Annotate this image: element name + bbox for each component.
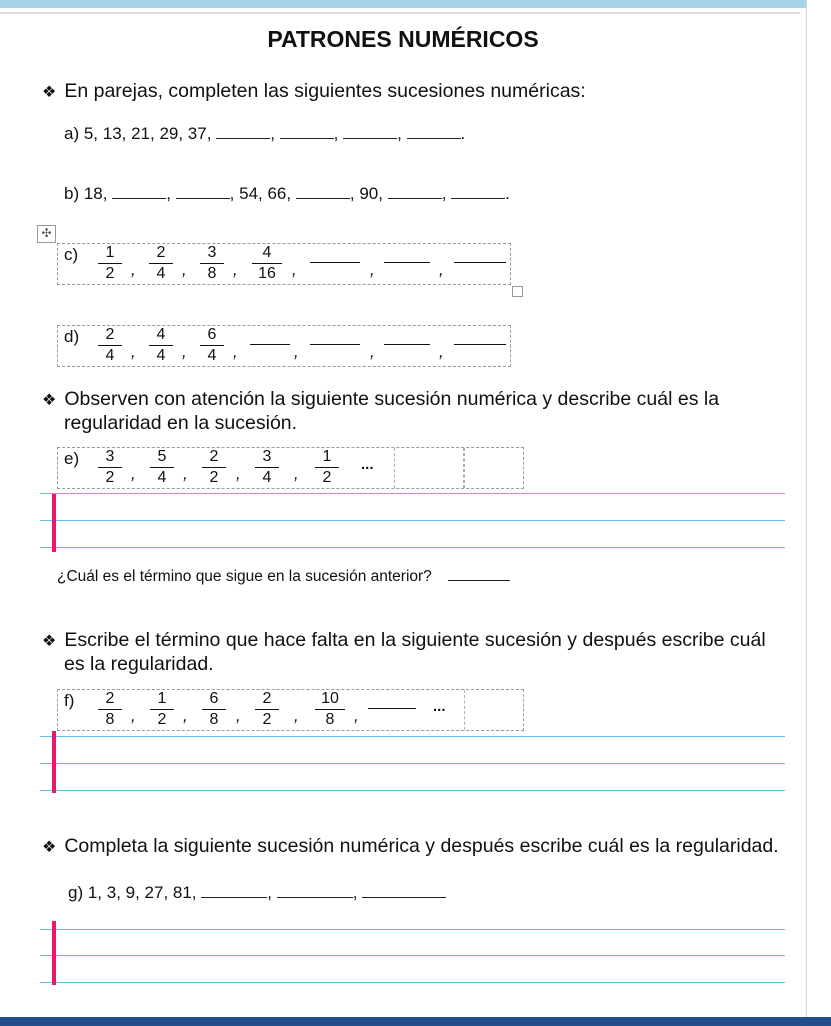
- fraction-row-d: [57, 325, 511, 367]
- answer-blank[interactable]: [280, 124, 334, 139]
- page-edge: [806, 0, 831, 1018]
- denominator: 16: [258, 265, 276, 282]
- comma: ,: [294, 342, 299, 361]
- instruction-1-text: En parejas, completen las siguientes sucesiones numéricas:: [64, 80, 586, 102]
- fraction: [198, 690, 230, 729]
- answer-blank[interactable]: [216, 124, 270, 139]
- numerator: 2: [262, 690, 272, 707]
- answer-blank[interactable]: [384, 262, 430, 263]
- numerator: 3: [105, 448, 115, 465]
- fraction-row-e: [57, 447, 524, 489]
- comma: ,: [182, 342, 187, 361]
- bullet-icon: ❖: [42, 84, 57, 101]
- denominator: 2: [262, 711, 272, 728]
- fraction: [196, 326, 228, 365]
- fraction: [94, 326, 126, 365]
- ruler-line: [0, 12, 800, 14]
- sequence-b-90: 90,: [359, 184, 383, 203]
- taskbar: [0, 1017, 831, 1026]
- writing-line[interactable]: [40, 790, 785, 791]
- comma: ,: [131, 342, 136, 361]
- answer-blank[interactable]: [454, 262, 506, 263]
- answer-blank[interactable]: [201, 883, 267, 898]
- numerator: 3: [207, 244, 217, 261]
- denominator: 2: [105, 469, 115, 486]
- comma: ,: [370, 342, 375, 361]
- writing-line[interactable]: [40, 929, 785, 930]
- fraction: [251, 448, 283, 487]
- sequence-g: g) 1, 3, 9, 27, 81, , ,: [68, 883, 446, 903]
- instruction-3: [42, 629, 766, 652]
- comma: ,: [439, 342, 444, 361]
- comma: ,: [131, 260, 136, 279]
- fraction: [94, 448, 126, 487]
- ellipsis: ...: [433, 698, 446, 715]
- numerator: 6: [209, 690, 219, 707]
- answer-blank[interactable]: [310, 262, 360, 263]
- fraction: [94, 690, 126, 729]
- answer-blank[interactable]: [388, 184, 442, 199]
- answer-blank[interactable]: [448, 580, 510, 581]
- denominator: 4: [156, 347, 166, 364]
- denominator: 2: [157, 711, 167, 728]
- question-line: [57, 568, 510, 586]
- denominator: 2: [105, 265, 115, 282]
- bullet-icon: ❖: [42, 392, 57, 409]
- numerator: 1: [157, 690, 167, 707]
- comma: ,: [439, 260, 444, 279]
- answer-blank[interactable]: [250, 344, 290, 345]
- writing-line[interactable]: [40, 955, 785, 956]
- comma: ,: [370, 260, 375, 279]
- label-e: e): [64, 449, 80, 468]
- writing-line[interactable]: [40, 982, 785, 983]
- fraction: [145, 326, 177, 365]
- answer-blank[interactable]: [112, 184, 166, 199]
- comma: ,: [233, 260, 238, 279]
- answer-blank[interactable]: [451, 184, 505, 199]
- page-title: PATRONES NUMÉRICOS: [267, 26, 539, 52]
- instruction-4: [42, 835, 779, 858]
- numerator: 3: [262, 448, 272, 465]
- denominator: 8: [209, 711, 219, 728]
- answer-cell[interactable]: [394, 448, 464, 488]
- comma: ,: [354, 706, 359, 725]
- sequence-b: b) 18, , , 54, 66, , 90, , .: [64, 184, 510, 203]
- comma: ,: [131, 464, 136, 483]
- sequence-b-start: b) 18,: [64, 184, 108, 203]
- fraction: [145, 244, 177, 283]
- instruction-1: [42, 80, 586, 103]
- fraction: [248, 244, 286, 283]
- fraction: [311, 690, 349, 729]
- denominator: 4: [262, 469, 272, 486]
- numerator: 1: [105, 244, 115, 261]
- table-move-handle-icon[interactable]: ✣: [37, 225, 56, 243]
- denominator: 4: [156, 265, 166, 282]
- denominator: 8: [207, 265, 217, 282]
- numerator: 2: [209, 448, 219, 465]
- fraction: [196, 244, 228, 283]
- comma: ,: [236, 706, 241, 725]
- denominator: 4: [105, 347, 115, 364]
- instruction-4-text: Completa la siguiente sucesión numérica y después escribe cuál es la regularidad.: [64, 835, 779, 857]
- comma: ,: [233, 342, 238, 361]
- writing-line[interactable]: [40, 520, 785, 521]
- fraction: [198, 448, 230, 487]
- numerator: 4: [156, 326, 166, 343]
- comma: ,: [236, 464, 241, 483]
- margin-bar: [52, 494, 56, 552]
- denominator: 4: [157, 469, 167, 486]
- ellipsis: ...: [361, 456, 374, 473]
- comma: ,: [294, 706, 299, 725]
- question-text: ¿Cuál es el término que sigue en la sucesión anterior?: [57, 568, 432, 585]
- writing-line[interactable]: [40, 547, 785, 548]
- answer-blank[interactable]: [454, 344, 506, 345]
- bullet-icon: ❖: [42, 633, 57, 650]
- comma: ,: [183, 464, 188, 483]
- writing-line[interactable]: [40, 493, 785, 494]
- instruction-3-text: Escribe el término que hace falta en la siguiente sucesión y después escribe cuál: [64, 629, 766, 651]
- numerator: 5: [157, 448, 167, 465]
- numerator: 4: [262, 244, 272, 261]
- margin-bar: [52, 731, 56, 793]
- denominator: 2: [209, 469, 219, 486]
- sequence-g-text: g) 1, 3, 9, 27, 81,: [68, 883, 197, 902]
- instruction-2: [42, 388, 719, 411]
- answer-blank[interactable]: [384, 344, 430, 345]
- fraction: [146, 448, 178, 487]
- denominator: 4: [207, 347, 217, 364]
- instruction-3-cont: es la regularidad.: [64, 653, 214, 675]
- fraction: [94, 244, 126, 283]
- answer-blank[interactable]: [368, 708, 416, 709]
- bullet-icon: ❖: [42, 839, 57, 856]
- numerator: 2: [105, 690, 115, 707]
- numerator: 2: [156, 244, 166, 261]
- comma: ,: [294, 464, 299, 483]
- label-f: f): [64, 691, 75, 710]
- fraction-row-c: [57, 243, 511, 285]
- comma: ,: [131, 706, 136, 725]
- sequence-a-text: a) 5, 13, 21, 29, 37,: [64, 124, 212, 143]
- denominator: 2: [322, 469, 332, 486]
- numerator: 10: [321, 690, 339, 707]
- comma: ,: [182, 260, 187, 279]
- denominator: 8: [105, 711, 115, 728]
- comma: ,: [292, 260, 297, 279]
- label-d: d): [64, 327, 80, 346]
- answer-cell[interactable]: [464, 448, 523, 488]
- fraction: [146, 690, 178, 729]
- numerator: 2: [105, 326, 115, 343]
- answer-blank[interactable]: [362, 883, 446, 898]
- sequence-a: a) 5, 13, 21, 29, 37, , , , .: [64, 124, 466, 143]
- answer-blank[interactable]: [296, 184, 350, 199]
- numerator: 1: [322, 448, 332, 465]
- comma: ,: [183, 706, 188, 725]
- writing-line[interactable]: [40, 763, 785, 764]
- fraction: [251, 690, 283, 729]
- answer-blank[interactable]: [176, 184, 230, 199]
- margin-bar: [52, 921, 56, 985]
- answer-blank[interactable]: [310, 344, 360, 345]
- denominator: 8: [325, 711, 335, 728]
- sequence-b-mid: 54, 66,: [239, 184, 292, 203]
- numerator: 6: [207, 326, 217, 343]
- window-top-bar: [0, 0, 831, 8]
- instruction-2-cont: regularidad en la sucesión.: [64, 412, 298, 434]
- label-c: c): [64, 245, 79, 264]
- answer-blank[interactable]: [277, 883, 353, 898]
- answer-blank[interactable]: [343, 124, 397, 139]
- instruction-2-text: Observen con atención la siguiente sucesión numérica y describe cuál es la: [64, 388, 720, 410]
- table-resize-handle[interactable]: [512, 286, 523, 297]
- fraction: [311, 448, 343, 487]
- answer-cell[interactable]: [464, 690, 523, 730]
- answer-blank[interactable]: [407, 124, 461, 139]
- fraction-row-f: [57, 689, 524, 731]
- writing-line[interactable]: [40, 736, 785, 737]
